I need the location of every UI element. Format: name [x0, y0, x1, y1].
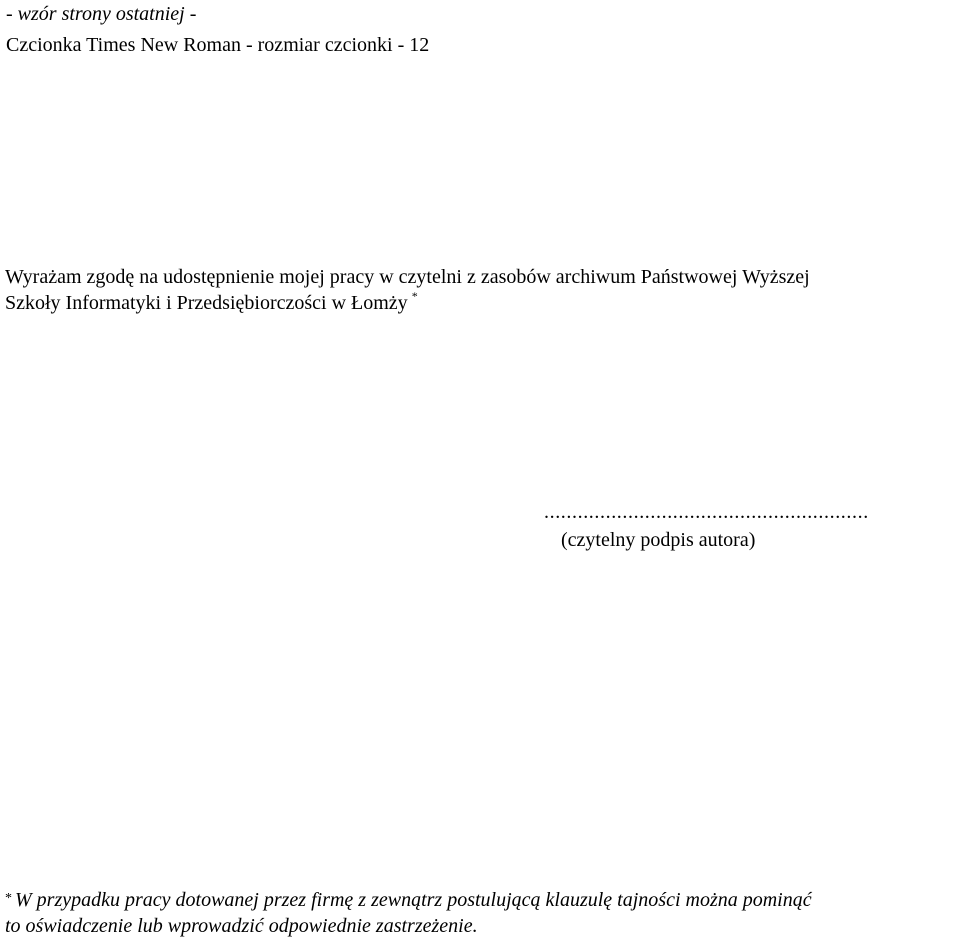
footnote-line-1-wrapper	[5, 886, 960, 913]
footnote-line-2: to oświadczenie lub wprowadzić odpowiednie zastrzeżenie.	[5, 915, 478, 937]
signature-block	[544, 500, 869, 552]
consent-statement	[5, 264, 955, 316]
page-title: - wzór strony ostatniej -	[6, 3, 197, 25]
signature-line: ..........................................................	[544, 501, 869, 523]
consent-line-2-wrapper	[5, 290, 955, 316]
footnote-reference: *	[411, 289, 418, 303]
font-specification: Czcionka Times New Roman - rozmiar czcionki - 12	[6, 34, 430, 56]
footnote-marker: *	[5, 891, 12, 906]
consent-line-2: Szkoły Informatyki i Przedsiębiorczości w Łomży	[5, 292, 408, 314]
footnote	[5, 886, 960, 939]
consent-line-1: Wyrażam zgodę na udostępnienie mojej pracy w czytelni z zasobów archiwum Państwowej Wyższej	[5, 266, 810, 288]
signature-caption: (czytelny podpis autora)	[561, 529, 756, 551]
footnote-line-1: W przypadku pracy dotowanej przez firmę z zewnątrz postulującą klauzulę tajności można pominąć	[15, 889, 812, 911]
